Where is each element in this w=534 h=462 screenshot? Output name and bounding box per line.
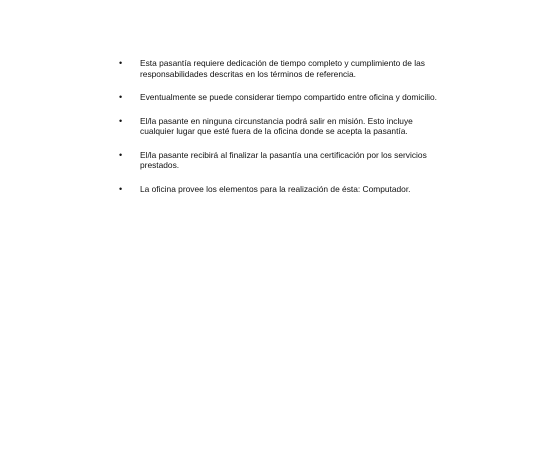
bullet-icon: • [119, 115, 123, 126]
list-item [118, 92, 448, 103]
bullet-icon: • [119, 92, 123, 102]
list-item-text: La oficina provee los elementos para la realización de ésta: Computador. [140, 183, 411, 194]
list-item [118, 58, 448, 79]
list-item [118, 150, 448, 171]
list-item-text: El/la pasante recibirá al finalizar la pasantía una certificación por los servicios prestados. [140, 149, 427, 170]
list-item [118, 116, 448, 137]
list-item-text: Esta pasantía requiere dedicación de tiempo completo y cumplimiento de las responsabilidades descritas en los términos de referencia. [140, 58, 425, 79]
conditions-list [118, 58, 448, 207]
bullet-icon: • [119, 149, 123, 160]
bullet-icon: • [119, 58, 123, 68]
list-item-text: El/la pasante en ninguna circunstancia podrá salir en misión. Esto incluye cualquier lugar que esté fuera de la oficina donde se acepta la pasantía. [140, 115, 413, 136]
list-item-text: Eventualmente se puede considerar tiempo compartido entre oficina y domicilio. [140, 92, 438, 102]
bullet-icon: • [119, 183, 123, 194]
list-item [118, 184, 448, 195]
